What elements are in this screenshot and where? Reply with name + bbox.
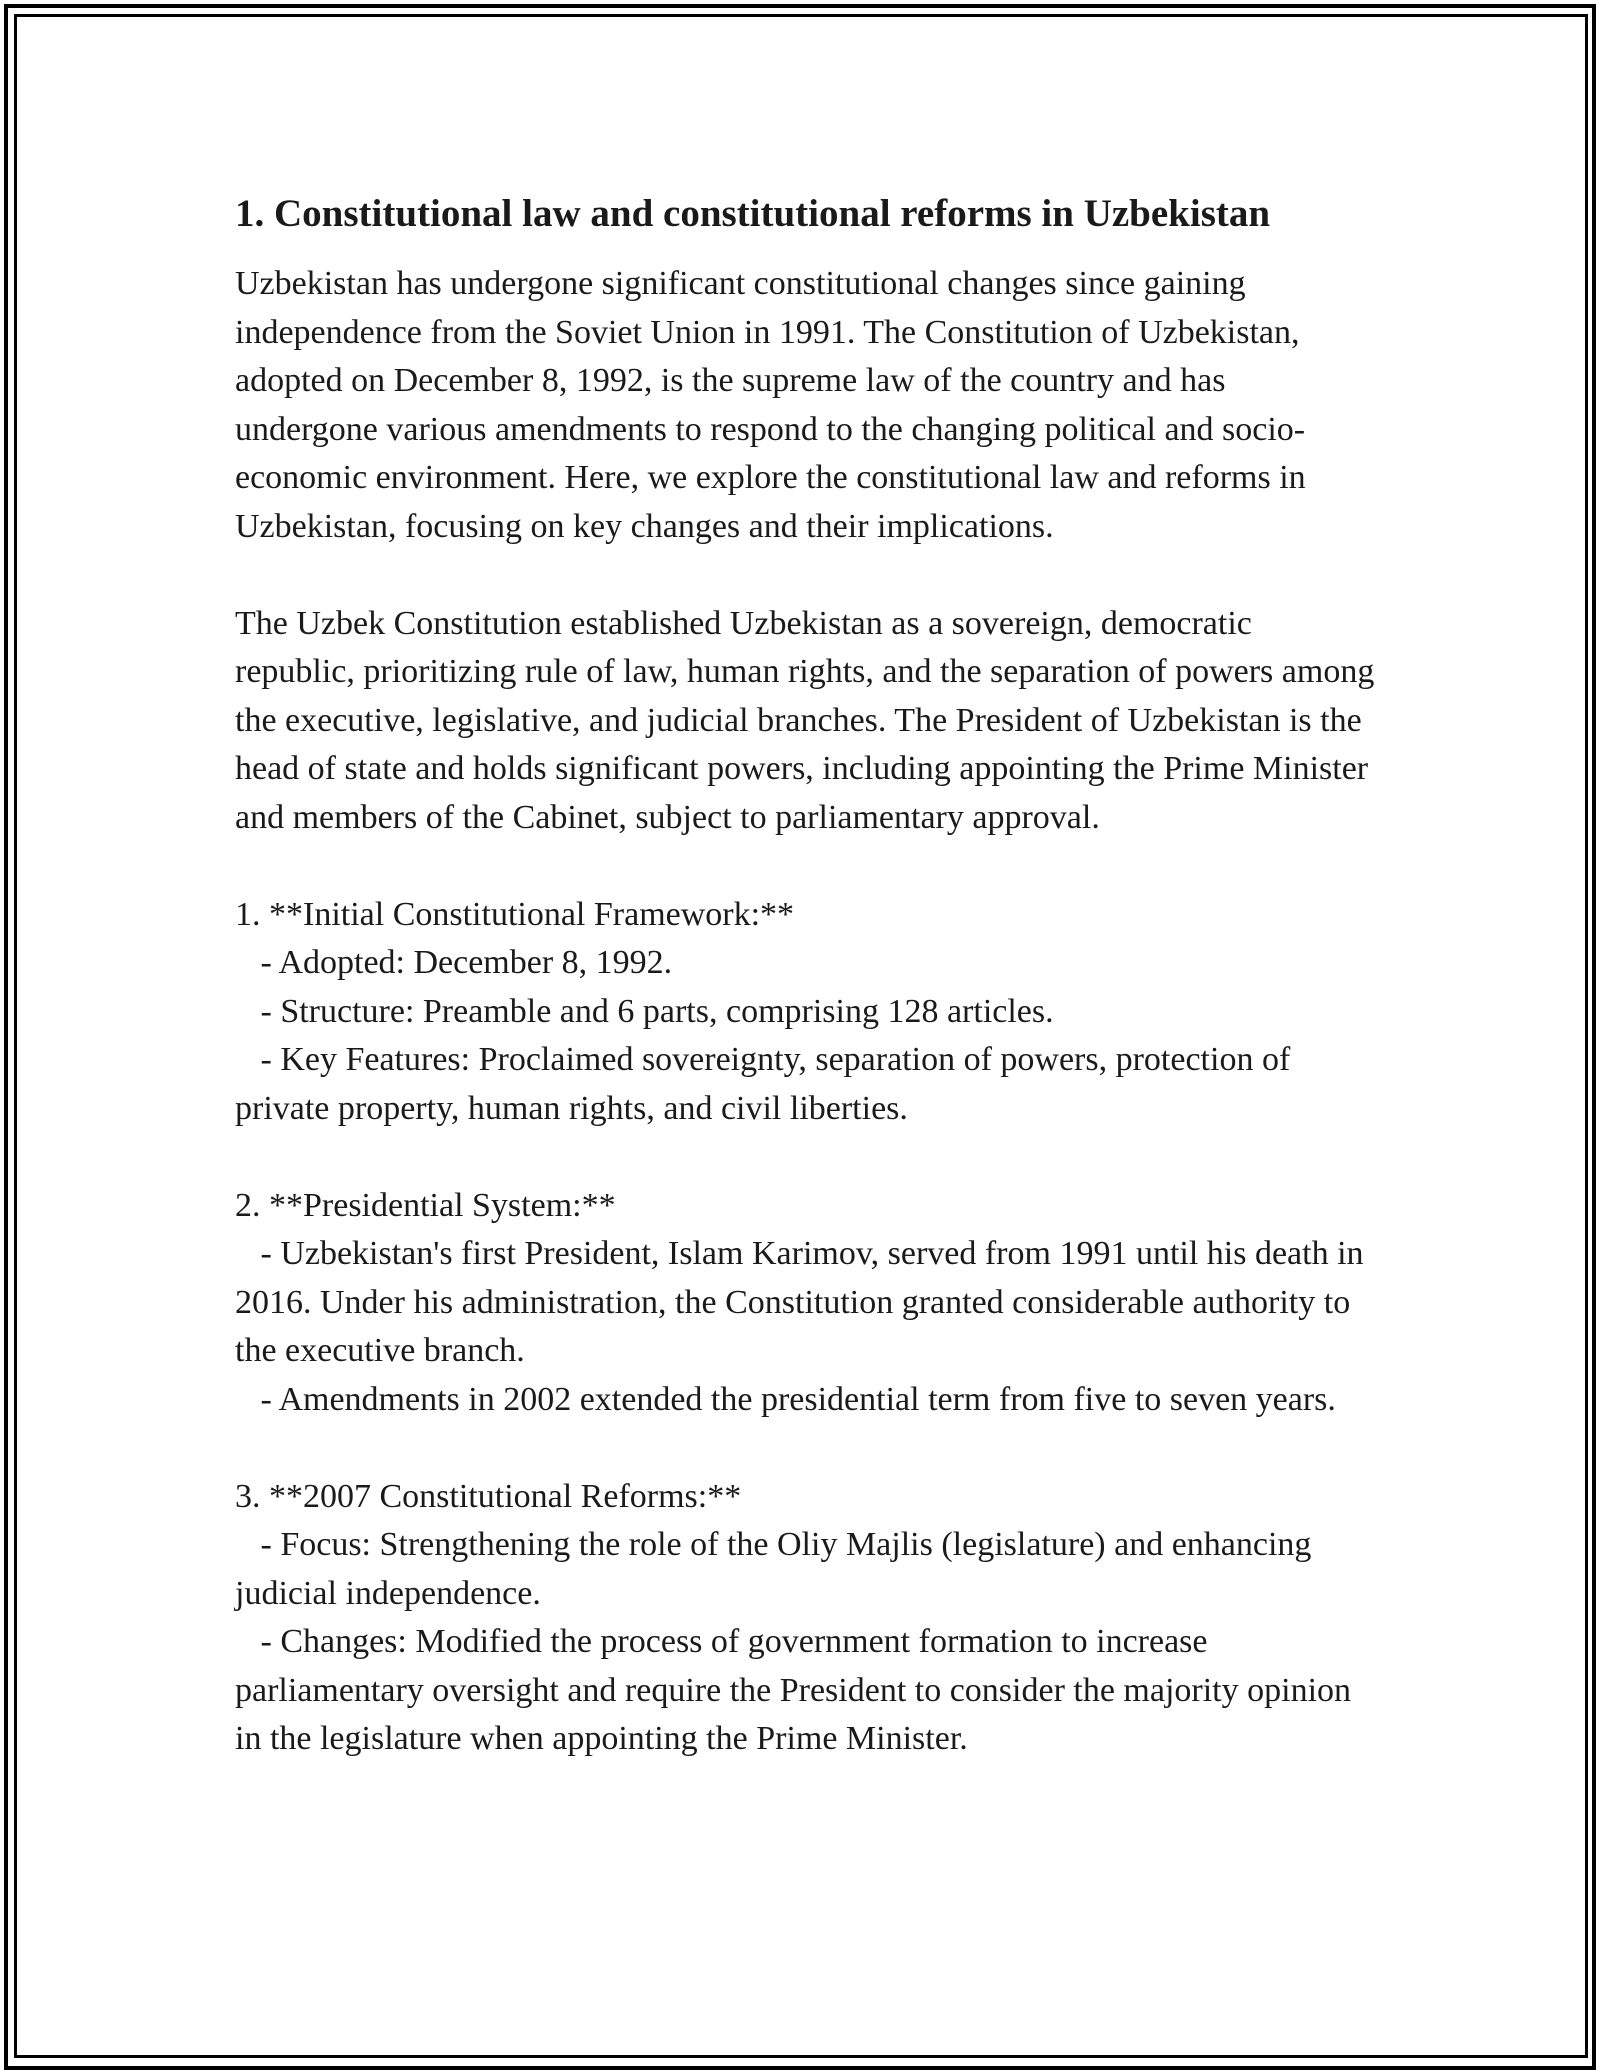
- section-initial-framework: [235, 891, 1375, 1134]
- list-item: - Focus: Strengthening the role of the Oliy Majlis (legislature) and enhancing judicial independence.: [235, 1526, 1312, 1612]
- section-heading: 2. **Presidential System:**: [235, 1186, 616, 1224]
- constitution-overview-paragraph: The Uzbek Constitution established Uzbekistan as a sovereign, democratic republic, prioritizing rule of law, human rights, and the separation of powers among the executive, legislative, and judicial branches. The President of Uzbekistan is the head of state and holds significant powers, including appointing the Prime Minister and members of the Cabinet, subject to parliamentary approval.: [235, 604, 1375, 836]
- section-heading: 3. **2007 Constitutional Reforms:**: [235, 1477, 742, 1515]
- list-item: - Changes: Modified the process of government formation to increase parliamentary oversight and require the President to consider the majority opinion in the legislature when appointing the Prime Minister.: [235, 1623, 1352, 1757]
- section-presidential-system: [235, 1182, 1375, 1425]
- list-item: - Uzbekistan's first President, Islam Karimov, served from 1991 until his death in 2016. Under his administration, the Constitution granted considerable authority to the executive branch.: [235, 1235, 1364, 1369]
- list-item: - Amendments in 2002 extended the presidential term from five to seven years.: [260, 1380, 1336, 1418]
- intro-paragraph: Uzbekistan has undergone significant constitutional changes since gaining independence from the Soviet Union in 1991. The Constitution of Uzbekistan, adopted on December 8, 1992, is the supreme law of the country and has undergone various amendments to respond to the changing political and socio-economic environment. Here, we explore the constitutional law and reforms in Uzbekistan, focusing on key changes and their implications.: [235, 265, 1306, 545]
- section-2007-reforms: [235, 1473, 1375, 1764]
- document-body: [235, 188, 1375, 1812]
- list-item: - Adopted: December 8, 1992.: [260, 944, 673, 981]
- section-heading: 1. **Initial Constitutional Framework:**: [235, 895, 795, 933]
- list-item: - Structure: Preamble and 6 parts, comprising 128 articles.: [260, 992, 1054, 1030]
- list-item: - Key Features: Proclaimed sovereignty, separation of powers, protection of private property, human rights, and civil liberties.: [235, 1041, 1291, 1127]
- page-title: 1. Constitutional law and constitutional reforms in Uzbekistan: [235, 192, 1271, 235]
